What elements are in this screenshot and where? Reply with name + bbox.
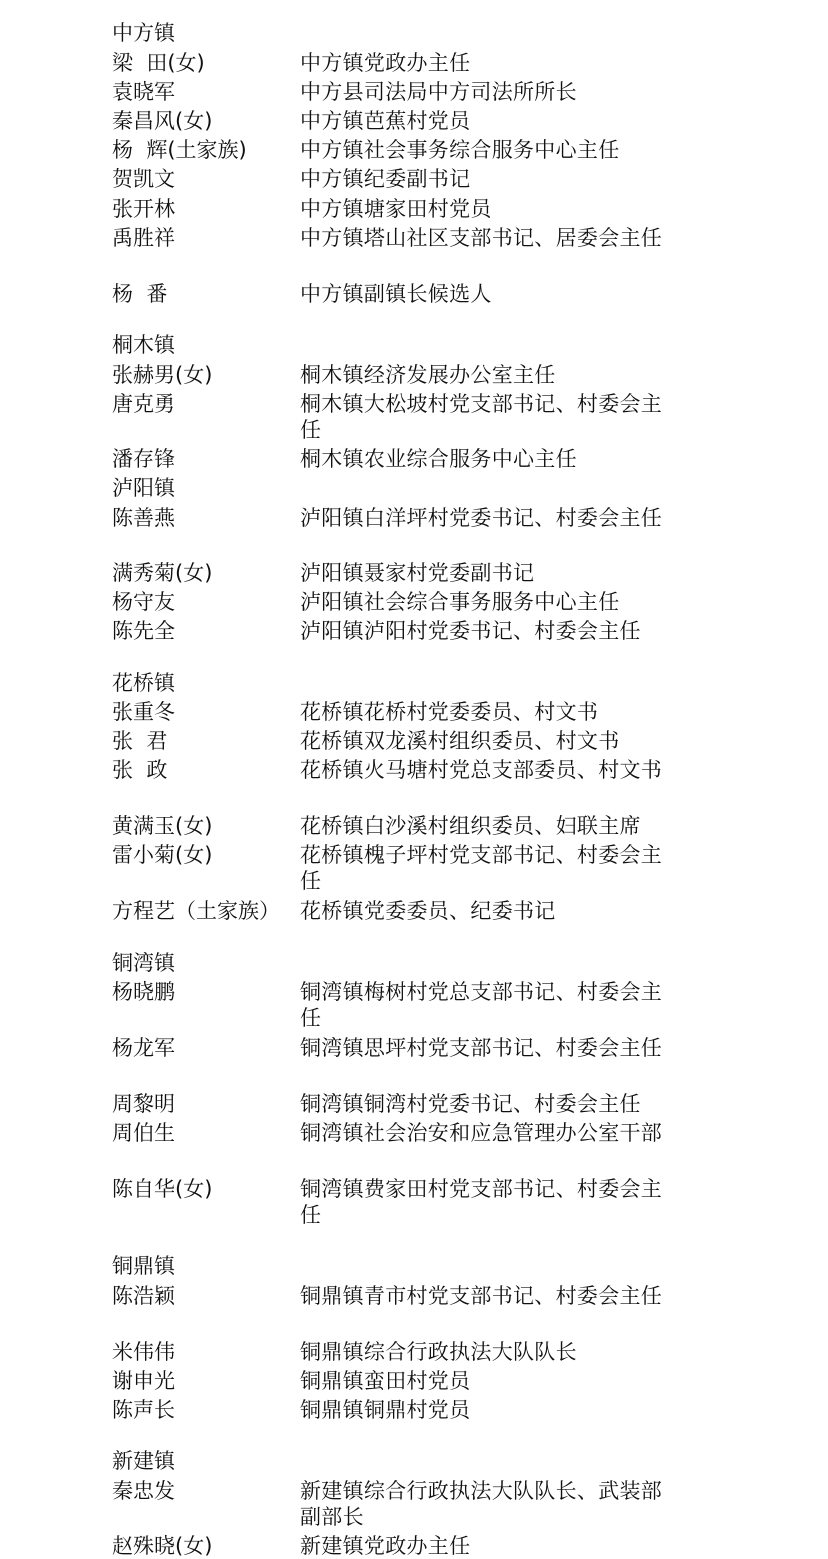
person-name: 杨 番 <box>112 282 168 306</box>
person-name: 谢申光 <box>112 1369 175 1393</box>
person-name: 陈声长 <box>112 1398 175 1422</box>
person-title: 花桥镇火马塘村党总支部委员、村文书 <box>300 758 663 782</box>
person-name: 杨晓鹏 <box>112 980 175 1004</box>
person-name: 陈浩颖 <box>112 1284 175 1308</box>
person-name: 周黎明 <box>112 1092 175 1116</box>
person-title: 铜鼎镇青市村党支部书记、村委会主任 <box>300 1284 663 1308</box>
person-title: 桐木镇大松坡村党支部书记、村委会主任 <box>300 392 663 442</box>
person-name: 米伟伟 <box>112 1340 175 1364</box>
person-title: 桐木镇农业综合服务中心主任 <box>300 447 577 471</box>
person-title: 花桥镇双龙溪村组织委员、村文书 <box>300 729 620 753</box>
person-title: 铜湾镇梅树村党总支部书记、村委会主任 <box>300 980 663 1030</box>
section-heading: 铜鼎镇 <box>112 1254 175 1278</box>
person-name: 梁 田(女) <box>112 51 205 75</box>
person-name: 雷小菊(女) <box>112 843 213 867</box>
person-title: 中方镇塘家田村党员 <box>300 197 492 221</box>
person-name: 陈善燕 <box>112 506 175 530</box>
person-title: 新建镇党政办主任 <box>300 1534 471 1558</box>
person-title: 中方镇芭蕉村党员 <box>300 109 471 133</box>
person-name: 秦忠发 <box>112 1479 175 1503</box>
person-title: 铜鼎镇综合行政执法大队队长 <box>300 1340 577 1364</box>
person-title: 铜湾镇思坪村党支部书记、村委会主任 <box>300 1036 663 1060</box>
person-title: 铜湾镇铜湾村党委书记、村委会主任 <box>300 1092 641 1116</box>
person-title: 桐木镇经济发展办公室主任 <box>300 363 556 387</box>
person-title: 中方镇社会事务综合服务中心主任 <box>300 138 620 162</box>
person-name: 杨守友 <box>112 590 175 614</box>
person-title: 中方镇党政办主任 <box>300 51 471 75</box>
person-title: 新建镇综合行政执法大队队长、武装部副部长 <box>300 1479 663 1529</box>
person-name: 贺凯文 <box>112 167 175 191</box>
person-name: 秦昌风(女) <box>112 109 213 133</box>
person-name: 陈先全 <box>112 619 175 643</box>
section-heading: 桐木镇 <box>112 333 175 357</box>
section-heading: 中方镇 <box>112 21 175 45</box>
person-title: 花桥镇槐子坪村党支部书记、村委会主任 <box>300 843 663 893</box>
person-name: 张开林 <box>112 197 175 221</box>
person-name: 张赫男(女) <box>112 363 213 387</box>
person-name: 禹胜祥 <box>112 226 175 250</box>
section-heading: 铜湾镇 <box>112 951 175 975</box>
person-title: 中方镇副镇长候选人 <box>300 282 492 306</box>
person-name: 张 政 <box>112 758 168 782</box>
person-title: 铜鼎镇蛮田村党员 <box>300 1369 471 1393</box>
person-title: 铜鼎镇铜鼎村党员 <box>300 1398 471 1422</box>
person-name: 杨龙军 <box>112 1036 175 1060</box>
person-name: 张重冬 <box>112 700 175 724</box>
person-title: 泸阳镇白洋坪村党委书记、村委会主任 <box>300 506 663 530</box>
section-heading: 花桥镇 <box>112 671 175 695</box>
person-name: 杨 辉(土家族) <box>112 138 247 162</box>
person-title: 铜湾镇费家田村党支部书记、村委会主任 <box>300 1177 663 1227</box>
person-title: 泸阳镇泸阳村党委书记、村委会主任 <box>300 619 641 643</box>
section-heading: 新建镇 <box>112 1449 175 1473</box>
section-heading: 泸阳镇 <box>112 476 175 500</box>
person-title: 花桥镇党委委员、纪委书记 <box>300 899 556 923</box>
person-name: 方程艺（土家族） <box>112 899 280 923</box>
person-title: 花桥镇花桥村党委委员、村文书 <box>300 700 599 724</box>
person-title: 铜湾镇社会治安和应急管理办公室干部 <box>300 1121 663 1145</box>
person-name: 赵殊晓(女) <box>112 1534 213 1558</box>
person-title: 泸阳镇聂家村党委副书记 <box>300 561 535 585</box>
person-title: 中方镇塔山社区支部书记、居委会主任 <box>300 226 663 250</box>
person-name: 张 君 <box>112 729 168 753</box>
person-name: 黄满玉(女) <box>112 814 213 838</box>
person-name: 潘存锋 <box>112 447 175 471</box>
person-title: 中方镇纪委副书记 <box>300 167 471 191</box>
person-name: 陈自华(女) <box>112 1177 213 1201</box>
person-name: 周伯生 <box>112 1121 175 1145</box>
person-title: 泸阳镇社会综合事务服务中心主任 <box>300 590 620 614</box>
person-title: 花桥镇白沙溪村组织委员、妇联主席 <box>300 814 641 838</box>
person-title: 中方县司法局中方司法所所长 <box>300 80 577 104</box>
person-name: 袁晓军 <box>112 80 175 104</box>
person-name: 满秀菊(女) <box>112 561 213 585</box>
person-name: 唐克勇 <box>112 392 175 416</box>
